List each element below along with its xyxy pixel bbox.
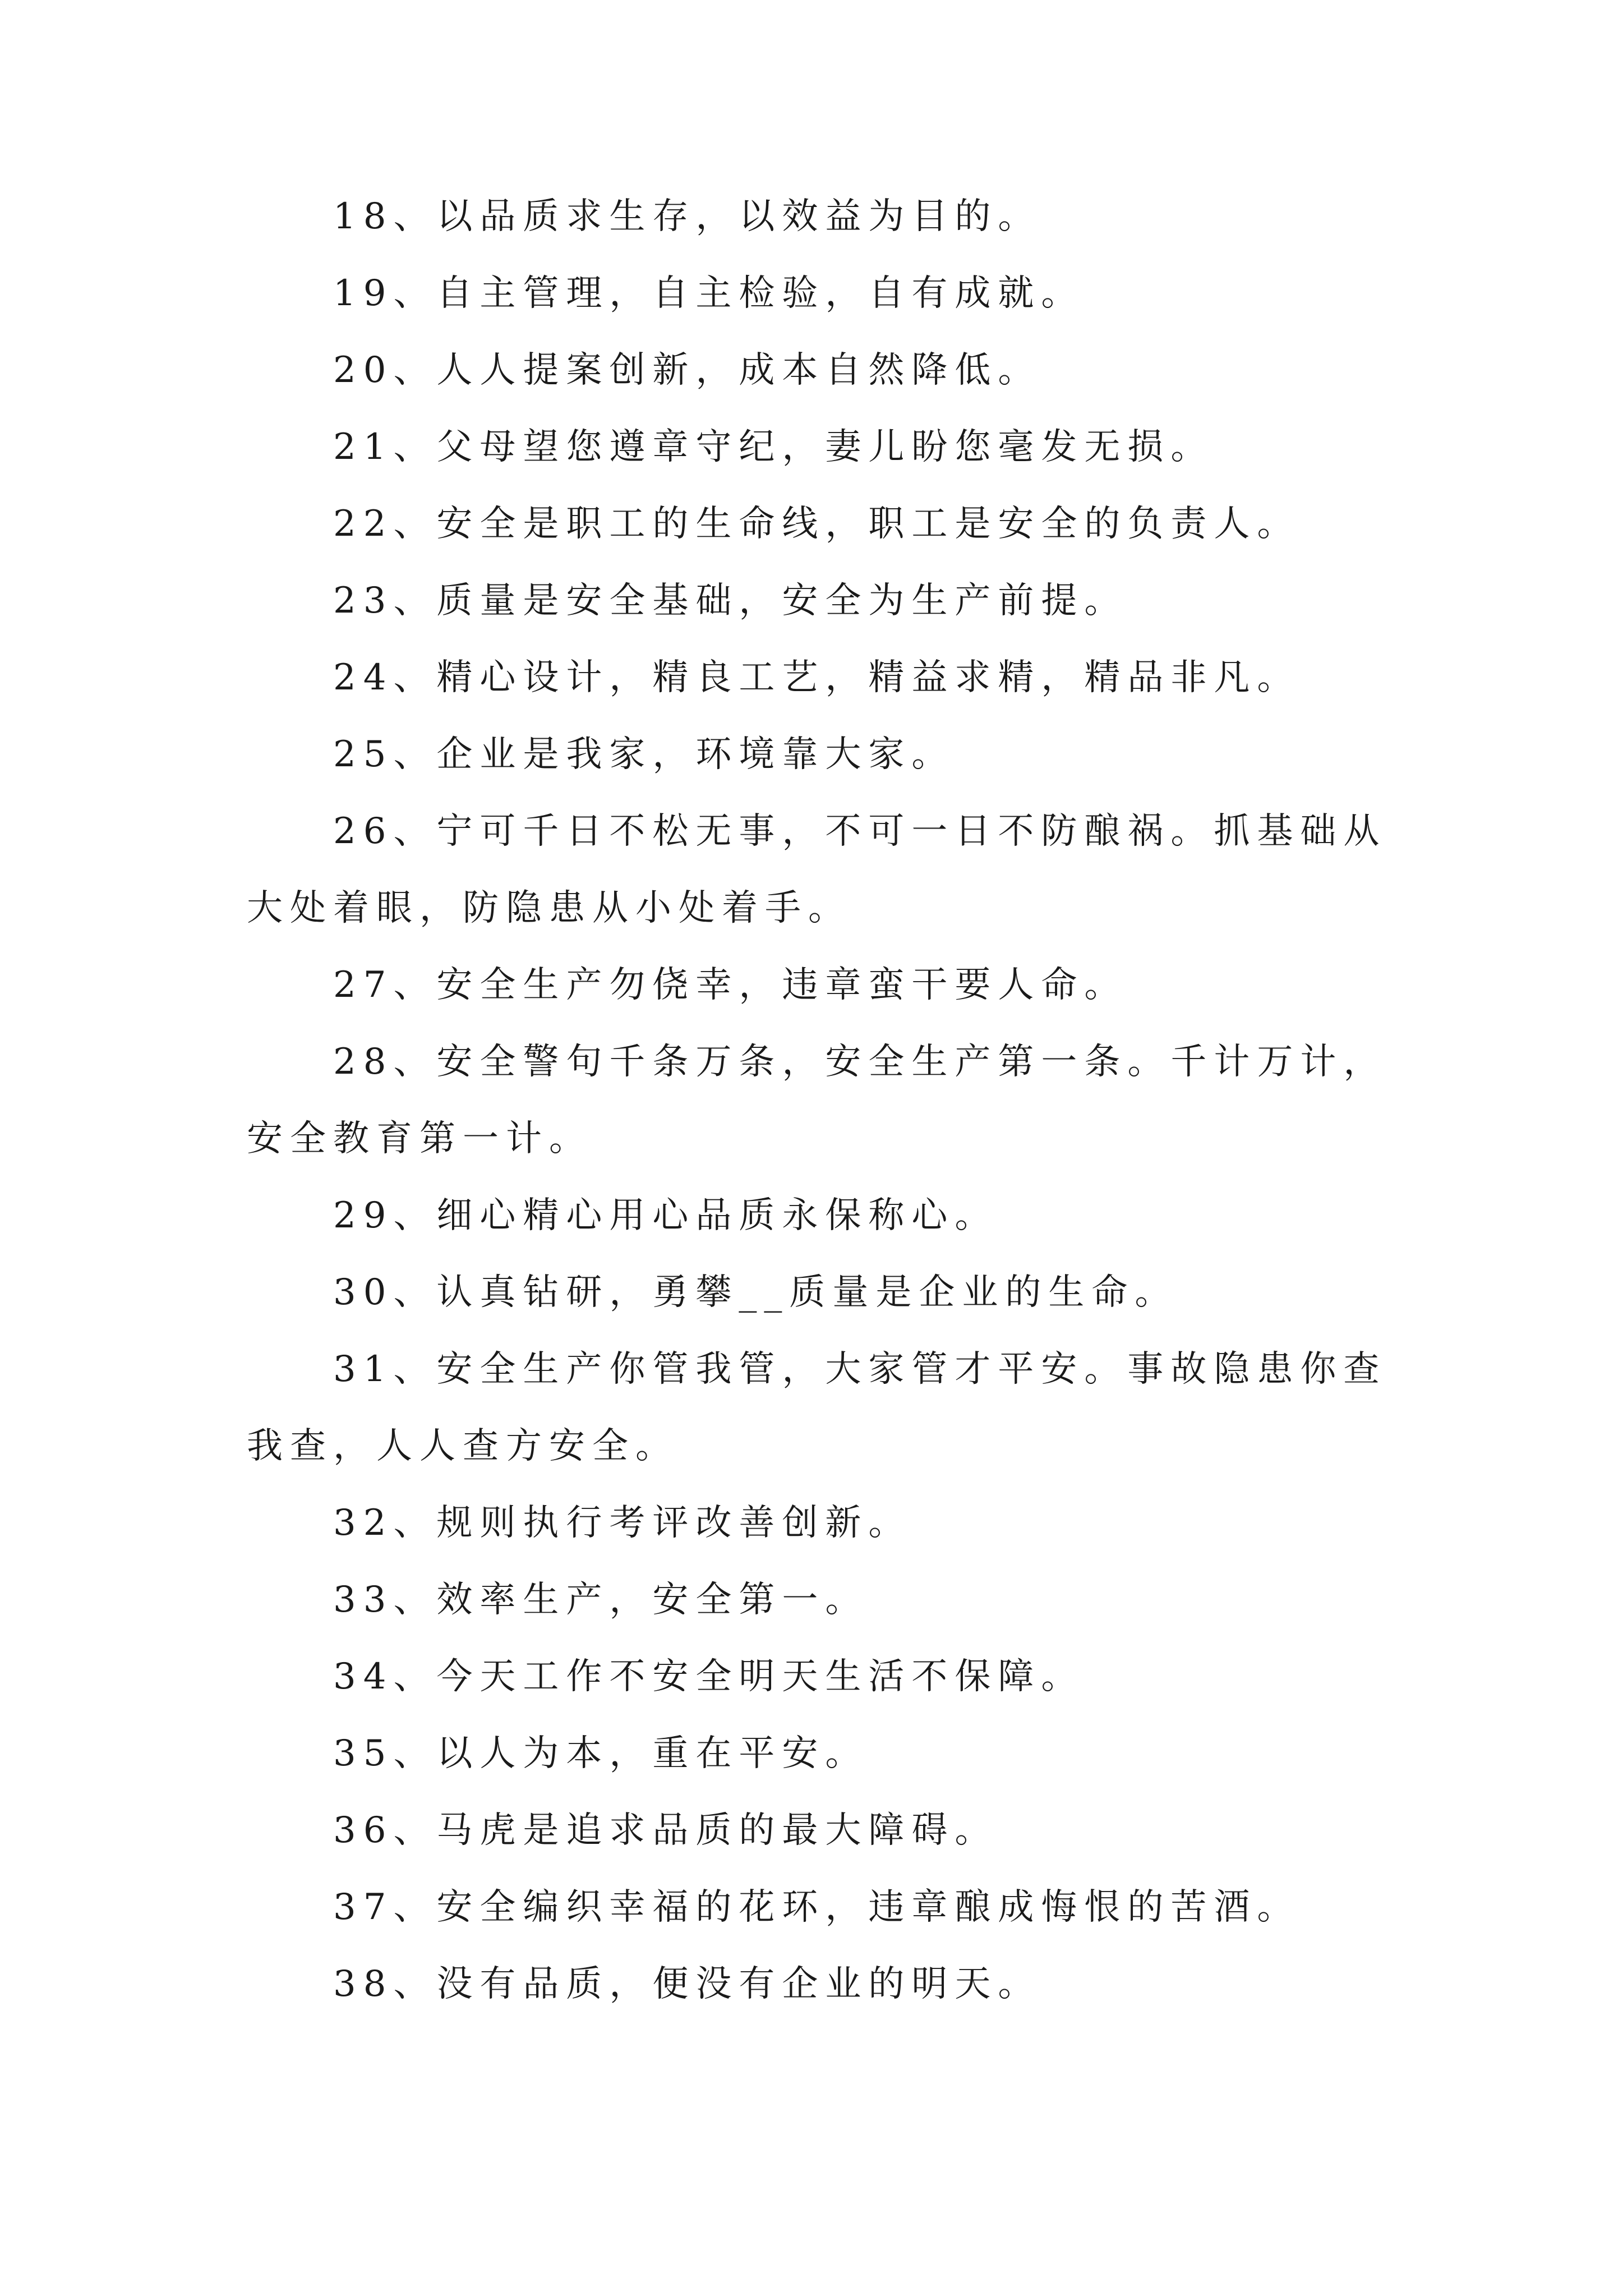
paragraph-30: 30、认真钻研，勇攀__质量是企业的生命。 [333,1272,1178,1313]
paragraph-37: 37、安全编织幸福的花环，违章酿成悔恨的苦酒。 [333,1887,1301,1928]
paragraph-19: 19、自主管理，自主检验，自有成就。 [333,273,1085,314]
document-body [247,178,1391,2023]
paragraph-21: 21、父母望您遵章守纪，妻儿盼您毫发无损。 [333,426,1214,468]
paragraph-25: 25、企业是我家，环境靠大家。 [333,734,955,775]
paragraph-22: 22、安全是职工的生命线，职工是安全的负责人。 [333,503,1301,545]
paragraph-35: 35、以人为本，重在平安。 [333,1733,869,1774]
paragraph-33: 33、效率生产，安全第一。 [333,1579,869,1621]
paragraph-27: 27、安全生产勿侥幸，违章蛮干要人命。 [333,964,1128,1006]
paragraph-26: 26、宁可千日不松无事，不可一日不防酿祸。抓基础从大处着眼，防隐患从小处着手。 [247,811,1387,929]
paragraph-36: 36、马虎是追求品质的最大障碍。 [333,1810,998,1851]
paragraph-38: 38、没有品质，便没有企业的明天。 [333,1963,1041,2005]
paragraph-20: 20、人人提案创新，成本自然降低。 [333,349,1041,391]
paragraph-34: 34、今天工作不安全明天生活不保障。 [333,1656,1085,1697]
paragraph-29: 29、细心精心用心品质永保称心。 [333,1195,998,1236]
paragraph-24: 24、精心设计，精良工艺，精益求精，精品非凡。 [333,657,1301,698]
paragraph-28: 28、安全警句千条万条，安全生产第一条。千计万计，安全教育第一计。 [247,1041,1387,1159]
paragraph-23: 23、质量是安全基础，安全为生产前提。 [333,580,1128,622]
paragraph-31: 31、安全生产你管我管，大家管才平安。事故隐患你查我查，人人查方安全。 [247,1349,1387,1467]
paragraph-32: 32、规则执行考评改善创新。 [333,1502,912,1544]
paragraph-18: 18、以品质求生存，以效益为目的。 [333,196,1041,237]
